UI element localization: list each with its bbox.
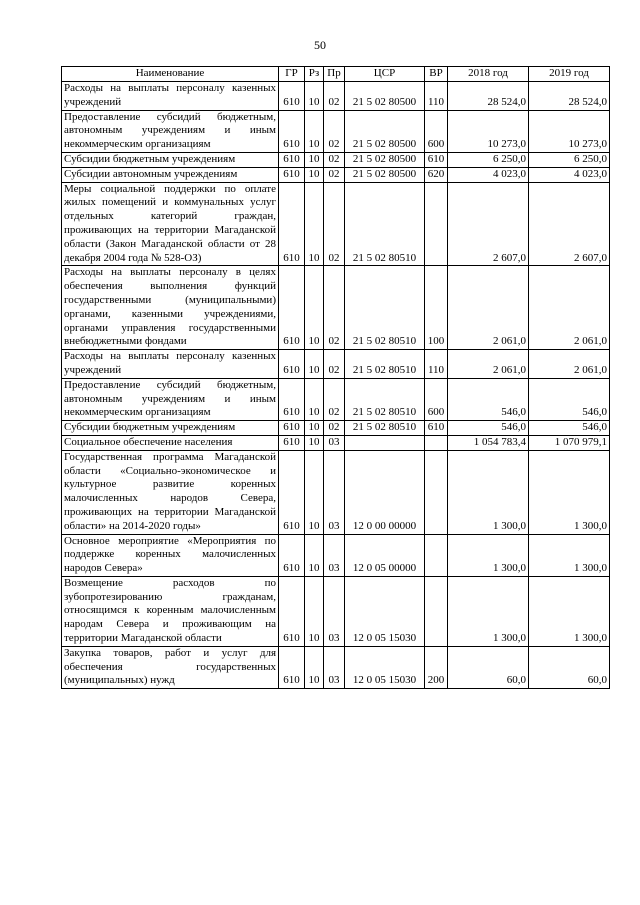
table-body [62, 82, 610, 689]
cell-vr: 620 [425, 167, 448, 182]
header-2018: 2018 год [448, 67, 529, 82]
page-number: 50 [314, 38, 326, 52]
cell-csr: 21 5 02 80510 [345, 182, 425, 266]
cell-rz: 10 [305, 167, 324, 182]
cell-name: Возмещение расходов по зубопротезированию гражданам, относящимся к коренным малочисленным народам Севера и проживающим на территории Магаданской области [62, 576, 279, 646]
table-row [62, 110, 610, 152]
cell-2019: 546,0 [529, 421, 610, 436]
cell-2018: 2 061,0 [448, 266, 529, 350]
cell-csr: 21 5 02 80510 [345, 266, 425, 350]
cell-gr: 610 [279, 182, 305, 266]
cell-2019: 546,0 [529, 378, 610, 420]
cell-2019: 10 273,0 [529, 110, 610, 152]
header-rz: Рз [305, 67, 324, 82]
cell-vr: 110 [425, 82, 448, 111]
cell-vr: 100 [425, 266, 448, 350]
cell-csr: 12 0 00 00000 [345, 450, 425, 534]
table-row [62, 378, 610, 420]
cell-csr: 12 0 05 15030 [345, 646, 425, 688]
cell-2019: 6 250,0 [529, 152, 610, 167]
cell-csr: 21 5 02 80500 [345, 82, 425, 111]
cell-gr: 610 [279, 110, 305, 152]
cell-2018: 546,0 [448, 378, 529, 420]
cell-rz: 10 [305, 576, 324, 646]
cell-csr: 12 0 05 15030 [345, 576, 425, 646]
cell-2018: 1 300,0 [448, 534, 529, 576]
cell-vr: 610 [425, 152, 448, 167]
cell-gr: 610 [279, 450, 305, 534]
header-2019: 2019 год [529, 67, 610, 82]
cell-rz: 10 [305, 378, 324, 420]
cell-2018: 1 054 783,4 [448, 435, 529, 450]
table-row [62, 152, 610, 167]
cell-2019: 28 524,0 [529, 82, 610, 111]
cell-csr: 21 5 02 80510 [345, 378, 425, 420]
table-row [62, 266, 610, 350]
table-row [62, 182, 610, 266]
cell-name: Государственная программа Магаданской области «Социально-экономическое и культурное развитие коренных малочисленных народов Севера, проживающих на территории Магаданской области» на 2014-2020 годы» [62, 450, 279, 534]
cell-pr: 02 [324, 182, 345, 266]
cell-2018: 546,0 [448, 421, 529, 436]
cell-pr: 03 [324, 450, 345, 534]
cell-vr [425, 435, 448, 450]
cell-rz: 10 [305, 266, 324, 350]
cell-vr: 600 [425, 378, 448, 420]
cell-rz: 10 [305, 82, 324, 111]
cell-rz: 10 [305, 152, 324, 167]
cell-csr [345, 435, 425, 450]
cell-gr: 610 [279, 266, 305, 350]
table-row [62, 167, 610, 182]
table-row [62, 350, 610, 379]
cell-2018: 2 061,0 [448, 350, 529, 379]
cell-pr: 02 [324, 152, 345, 167]
cell-name: Закупка товаров, работ и услуг для обеспечения государственных (муниципальных) нужд [62, 646, 279, 688]
cell-2019: 1 300,0 [529, 450, 610, 534]
cell-csr: 21 5 02 80510 [345, 350, 425, 379]
header-vr: ВР [425, 67, 448, 82]
cell-pr: 03 [324, 534, 345, 576]
cell-name: Основное мероприятие «Мероприятия по поддержке коренных малочисленных народов Севера» [62, 534, 279, 576]
cell-2018: 60,0 [448, 646, 529, 688]
cell-csr: 12 0 05 00000 [345, 534, 425, 576]
cell-pr: 02 [324, 110, 345, 152]
cell-2019: 4 023,0 [529, 167, 610, 182]
cell-2018: 4 023,0 [448, 167, 529, 182]
cell-vr [425, 576, 448, 646]
cell-pr: 02 [324, 266, 345, 350]
cell-csr: 21 5 02 80500 [345, 110, 425, 152]
cell-rz: 10 [305, 646, 324, 688]
cell-vr [425, 450, 448, 534]
cell-vr [425, 534, 448, 576]
cell-vr [425, 182, 448, 266]
cell-csr: 21 5 02 80510 [345, 421, 425, 436]
table-header-row [62, 67, 610, 82]
cell-rz: 10 [305, 421, 324, 436]
cell-2018: 28 524,0 [448, 82, 529, 111]
table-row [62, 435, 610, 450]
cell-gr: 610 [279, 435, 305, 450]
cell-name: Расходы на выплаты персоналу казенных учреждений [62, 82, 279, 111]
cell-gr: 610 [279, 378, 305, 420]
header-gr: ГР [279, 67, 305, 82]
cell-name: Расходы на выплаты персоналу казенных учреждений [62, 350, 279, 379]
cell-rz: 10 [305, 435, 324, 450]
cell-pr: 03 [324, 435, 345, 450]
cell-pr: 02 [324, 82, 345, 111]
cell-vr: 110 [425, 350, 448, 379]
cell-gr: 610 [279, 167, 305, 182]
cell-pr: 02 [324, 378, 345, 420]
budget-table [61, 66, 610, 689]
cell-name: Меры социальной поддержки по оплате жилых помещений и коммунальных услуг отдельных категорий граждан, проживающих на территории Магаданской области (Закон Магаданской области от 28 декабря 2004 года № 528-ОЗ) [62, 182, 279, 266]
table-row [62, 646, 610, 688]
table-row [62, 576, 610, 646]
table-row [62, 450, 610, 534]
cell-2018: 1 300,0 [448, 576, 529, 646]
cell-pr: 03 [324, 576, 345, 646]
cell-vr: 200 [425, 646, 448, 688]
cell-gr: 610 [279, 421, 305, 436]
cell-pr: 02 [324, 350, 345, 379]
cell-gr: 610 [279, 646, 305, 688]
cell-name: Субсидии автономным учреждениям [62, 167, 279, 182]
cell-name: Субсидии бюджетным учреждениям [62, 421, 279, 436]
cell-2019: 1 070 979,1 [529, 435, 610, 450]
cell-name: Субсидии бюджетным учреждениям [62, 152, 279, 167]
cell-csr: 21 5 02 80500 [345, 167, 425, 182]
cell-2019: 2 061,0 [529, 350, 610, 379]
cell-vr: 600 [425, 110, 448, 152]
cell-rz: 10 [305, 450, 324, 534]
cell-2018: 10 273,0 [448, 110, 529, 152]
cell-pr: 02 [324, 167, 345, 182]
header-csr: ЦСР [345, 67, 425, 82]
cell-2019: 2 607,0 [529, 182, 610, 266]
cell-2018: 1 300,0 [448, 450, 529, 534]
cell-2019: 1 300,0 [529, 576, 610, 646]
table-row [62, 421, 610, 436]
cell-pr: 02 [324, 421, 345, 436]
cell-2019: 1 300,0 [529, 534, 610, 576]
cell-2019: 2 061,0 [529, 266, 610, 350]
cell-2018: 6 250,0 [448, 152, 529, 167]
table-row [62, 82, 610, 111]
cell-gr: 610 [279, 534, 305, 576]
cell-csr: 21 5 02 80500 [345, 152, 425, 167]
cell-name: Предоставление субсидий бюджетным, автономным учреждениям и иным некоммерческим организациям [62, 378, 279, 420]
header-pr: Пр [324, 67, 345, 82]
cell-name: Расходы на выплаты персоналу в целях обеспечения выполнения функций государственными (муниципальными) органами, казенными учреждениями, органами управления государственными внебюджетными фондами [62, 266, 279, 350]
cell-2019: 60,0 [529, 646, 610, 688]
cell-gr: 610 [279, 152, 305, 167]
cell-rz: 10 [305, 110, 324, 152]
cell-vr: 610 [425, 421, 448, 436]
cell-pr: 03 [324, 646, 345, 688]
cell-2018: 2 607,0 [448, 182, 529, 266]
cell-rz: 10 [305, 182, 324, 266]
cell-gr: 610 [279, 576, 305, 646]
table-row [62, 534, 610, 576]
cell-name: Предоставление субсидий бюджетным, автономным учреждениям и иным некоммерческим организациям [62, 110, 279, 152]
cell-name: Социальное обеспечение населения [62, 435, 279, 450]
cell-gr: 610 [279, 82, 305, 111]
header-name: Наименование [62, 67, 279, 82]
cell-rz: 10 [305, 534, 324, 576]
cell-rz: 10 [305, 350, 324, 379]
cell-gr: 610 [279, 350, 305, 379]
